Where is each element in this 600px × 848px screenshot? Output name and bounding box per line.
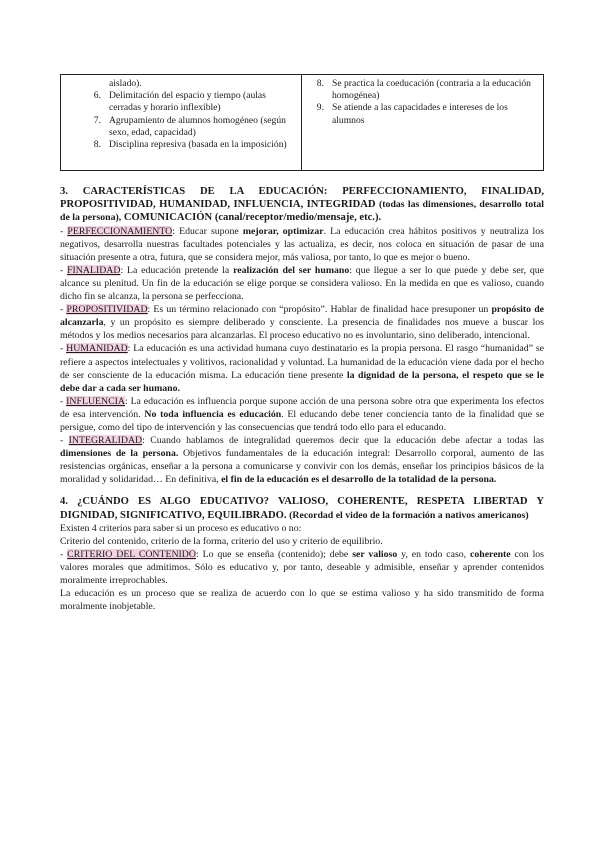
paragraph-criteria-list: Criterio del contenido, criterio de la forma, criterio del uso y criterio de equilibrio. bbox=[60, 535, 383, 547]
list-item bbox=[61, 115, 297, 139]
comparison-table bbox=[60, 74, 544, 171]
dash: - bbox=[60, 435, 69, 447]
list-item bbox=[302, 102, 539, 126]
list-item-number: 6. bbox=[93, 90, 101, 102]
text: con los valores morales que admitimos. Sólo es educativo y, por tanto, deseable y admisible, enseñar y aprender contenidos moralmente irreprochables. bbox=[60, 549, 544, 587]
heading-note: (todas las dimensiones, desarrollo total de la persona), bbox=[60, 199, 544, 224]
list-item-text: Disciplina represiva (basada en la imposición) bbox=[109, 139, 287, 151]
highlighted-term: HUMANIDAD bbox=[66, 343, 128, 355]
list-item-number: 8. bbox=[316, 78, 324, 89]
paragraph-perfeccionamiento bbox=[60, 225, 544, 264]
heading-text-tail: COMUNICACIÓN (canal/receptor/medio/mensaje, etc.). bbox=[123, 212, 382, 224]
text: Objetivos fundamentales de la educación integral: Desarrollo corporal, aumento de las resistencias orgánicas, enseñar a la persona a comunicarse y convivir con los demás, enseñar los principios básicos de la moralidad y solidaridad… En definitiva, bbox=[60, 448, 544, 486]
text: : que llegue a ser lo que puede y debe ser, que alcance su plenitud. Un fin de la educación se elige porque se considera valioso. En la medida en que es valioso, cuando dicho fin se alcanza, la persona se perfecciona. bbox=[60, 264, 544, 303]
highlighted-term: INTEGRALIDAD bbox=[68, 435, 143, 447]
highlighted-term: PROPOSITIVIDAD bbox=[66, 304, 148, 316]
highlighted-term: INFLUENCIA bbox=[66, 395, 125, 407]
table-right-column bbox=[302, 75, 543, 170]
highlighted-term: PERFECCIONAMIENTO bbox=[67, 225, 173, 237]
paragraph-influencia bbox=[60, 395, 544, 434]
bold-text: realización del ser humano bbox=[233, 264, 350, 276]
text: . El educando debe tener conciencia tanto de la finalidad que se persigue, como del tipo de intervención y las consecuencias que tendrá todo ello para el educando. bbox=[60, 408, 544, 434]
dash: - bbox=[60, 264, 68, 276]
bold-text: mejorar, optimizar bbox=[242, 225, 324, 237]
list-item-number: 8. bbox=[93, 139, 101, 151]
paragraph-propositividad bbox=[60, 303, 544, 342]
section-4-heading bbox=[60, 495, 544, 521]
text: y, en todo caso, bbox=[397, 549, 470, 561]
text: : La educación es una actividad humana cuyo destinatario es la propia persona. El rasgo “humanidad” se refiere a aspectos intelectuales y volitivos, racionalidad y voluntad. La humanidad de la educación viene dada por el hecho de ser consciente de la educación misma. La educación tiene presente bbox=[60, 343, 544, 381]
heading-text: 4. ¿CUÁNDO ES ALGO EDUCATIVO? VALIOSO, COHERENTE, RESPETA LIBERTAD Y DIGNIDAD, SIGNIFICATIVO, EQUILIBRADO. bbox=[60, 496, 544, 521]
list-item bbox=[61, 90, 297, 114]
paragraph-integralidad bbox=[60, 434, 544, 486]
bold-text: el fin de la educación es el desarrollo de la totalidad de la persona. bbox=[221, 474, 497, 486]
list-item-text: Se practica la coeducación (contraria a la educación homogénea) bbox=[332, 78, 531, 102]
list-item bbox=[61, 139, 297, 151]
bold-text: No toda influencia es educación bbox=[144, 408, 282, 420]
paragraph-finalidad bbox=[60, 264, 544, 303]
table-left-column bbox=[61, 75, 302, 170]
highlighted-term: CRITERIO DEL CONTENIDO bbox=[67, 549, 196, 561]
text: : La educación pretende la bbox=[120, 264, 234, 276]
spacer bbox=[60, 486, 544, 495]
text: , y un propósito es siempre deliberado y consciente. La presencia de finalidades nos mueve a buscar los métodos y los medios necesarios para alcanzarlas. El proceso educativo no es involuntario, sino deliberado, intencional. bbox=[60, 317, 544, 342]
list-item-text: aislado). bbox=[109, 78, 142, 89]
paragraph-conclusion: La educación es un proceso que se realiza de acuerdo con lo que se estima valioso y ha sido transmitido de forma moralmente inobjetable. bbox=[60, 588, 544, 613]
dash: - bbox=[60, 225, 68, 237]
bold-text: coherente bbox=[470, 549, 511, 561]
text: : Educar supone bbox=[172, 225, 243, 237]
text: : Es un término relacionado con “propósito”. Hablar de finalidad hace presuponer un bbox=[147, 304, 492, 316]
heading-text: 3. CARACTERÍSTICAS DE LA EDUCACIÓN: PERFECCIONAMIENTO, FINALIDAD, PROPOSITIVIDAD, HUMANIDAD, INFLUENCIA, INTEGRIDAD bbox=[60, 186, 544, 211]
text: . La educación crea hábitos positivos y neutraliza los negativos, desarrolla nuestras facultades potenciales y las actualiza, es decir, nos coloca en situación de pasar de una situación presente a otra, futura, que se considera mejor, más valiosa, por tanto, lo que es mejor o bueno. bbox=[60, 225, 544, 263]
list-item-text: Se atiende a las capacidades e intereses de los alumnos bbox=[332, 102, 508, 126]
heading-note: (Recordad el video de la formación a nativos americanos) bbox=[289, 509, 529, 521]
list-item bbox=[61, 78, 297, 90]
dash: - bbox=[60, 395, 67, 407]
paragraph-humanidad bbox=[60, 342, 544, 394]
dash: - bbox=[60, 549, 68, 561]
text: : La educación es influencia porque supone acción de una persona sobre otra que experimenta los efectos de esa intervención. bbox=[60, 395, 544, 420]
paragraph-criteria-intro: Existen 4 criterios para saber si un proceso es educativo o no: bbox=[60, 522, 302, 534]
bold-text: dimensiones de la persona. bbox=[60, 448, 179, 460]
dash: - bbox=[60, 304, 67, 316]
list-item-number: 7. bbox=[93, 114, 101, 126]
paragraph-criterio-contenido bbox=[60, 548, 544, 587]
list-item bbox=[302, 78, 539, 102]
list-item-text: Delimitación del espacio y tiempo (aulas cerradas y horario inflexible) bbox=[109, 90, 266, 114]
dash: - bbox=[60, 343, 67, 355]
section-3-heading bbox=[60, 185, 544, 225]
text: : Lo que se enseña (contenido); debe bbox=[195, 549, 353, 561]
bold-text: ser valioso bbox=[352, 549, 398, 561]
text: : Cuando hablamos de integralidad queremos decir que la educación debe afectar a todas las bbox=[142, 435, 544, 447]
bold-text: la dignidad de la persona, el respeto que se le debe dar a cada ser humano. bbox=[60, 369, 544, 394]
highlighted-term: FINALIDAD bbox=[67, 264, 121, 276]
bold-text: propósito de alcanzarla bbox=[60, 304, 544, 329]
list-item-number: 9. bbox=[316, 102, 324, 114]
body-text bbox=[60, 185, 544, 614]
list-item-text: Agrupamiento de alumnos homogéneo (según sexo, edad, capacidad) bbox=[109, 114, 286, 138]
